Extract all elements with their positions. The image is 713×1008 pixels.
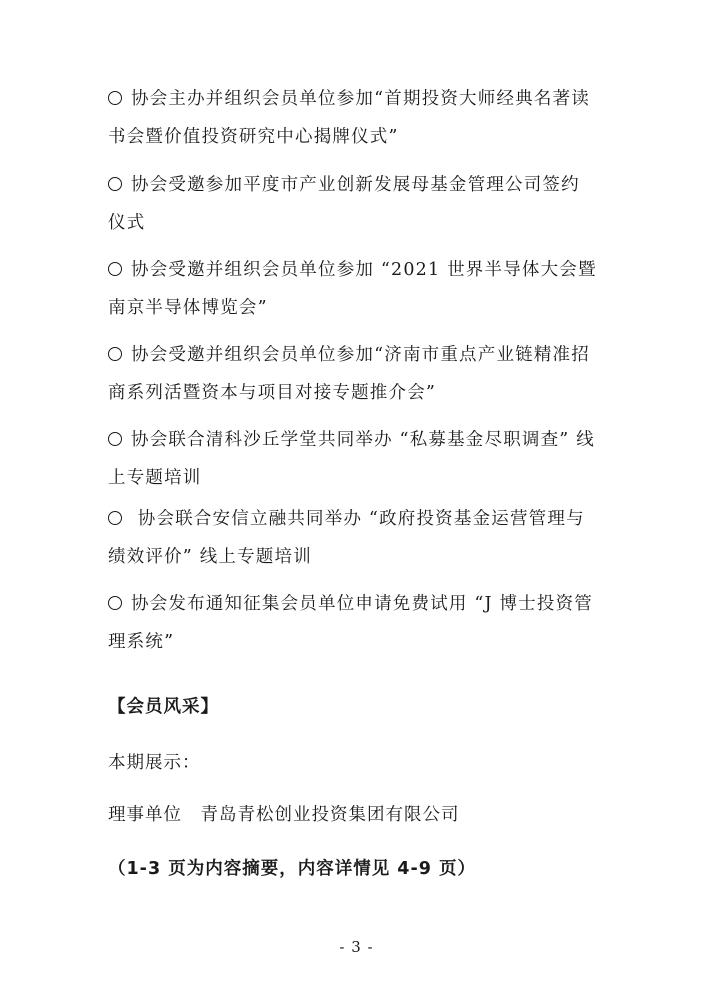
list-item: [108, 421, 613, 497]
circle-bullet-icon: [108, 347, 122, 361]
list-item-line: 商系列活暨资本与项目对接专题推介会”: [108, 383, 437, 403]
list-item-line: 绩效评价” 线上专题培训: [108, 547, 312, 567]
list-item: [108, 251, 613, 327]
showcase-label: 本期展示：: [108, 753, 201, 773]
list-item: [108, 500, 613, 576]
list-item-line: 协会联合清科沙丘学堂共同举办 “私募基金尽职调查” 线: [108, 421, 613, 459]
list-item-line: 协会受邀并组织会员单位参加 “2021 世界半导体大会暨: [108, 251, 613, 289]
section-title: 【会员风采】: [108, 697, 219, 717]
list-item-line: 仪式: [108, 213, 146, 233]
list-item: [108, 166, 613, 242]
list-item-line: 南京半导体博览会”: [108, 298, 268, 318]
list-item: [108, 336, 613, 412]
list-item: [108, 80, 613, 156]
circle-bullet-icon: [108, 177, 122, 191]
list-item-line: 协会发布通知征集会员单位申请免费试用 “J 博士投资管: [108, 585, 613, 623]
member-unit-line: 理事单位 青岛青松创业投资集团有限公司: [108, 805, 460, 825]
list-item: [108, 585, 613, 661]
list-item-line: 上专题培训: [108, 468, 202, 488]
list-item-line: 理系统”: [108, 632, 175, 652]
circle-bullet-icon: [108, 432, 122, 446]
circle-bullet-icon: [108, 596, 122, 610]
list-item-line: 协会受邀参加平度市产业创新发展母基金管理公司签约: [108, 166, 613, 204]
page-number: - 3 -: [339, 938, 374, 956]
list-item-line: 协会联合安信立融共同举办 “政府投资基金运营管理与: [108, 500, 613, 538]
list-item-line: 协会受邀并组织会员单位参加“济南市重点产业链精准招: [108, 336, 613, 374]
circle-bullet-icon: [108, 91, 122, 105]
circle-bullet-icon: [108, 262, 122, 276]
pages-note: （1-3 页为内容摘要，内容详情见 4-9 页）: [108, 859, 477, 879]
list-item-line: 书会暨价值投资研究中心揭牌仪式”: [108, 127, 399, 147]
list-item-line: 协会主办并组织会员单位参加“首期投资大师经典名著读: [108, 80, 613, 118]
circle-bullet-icon: [108, 511, 122, 525]
